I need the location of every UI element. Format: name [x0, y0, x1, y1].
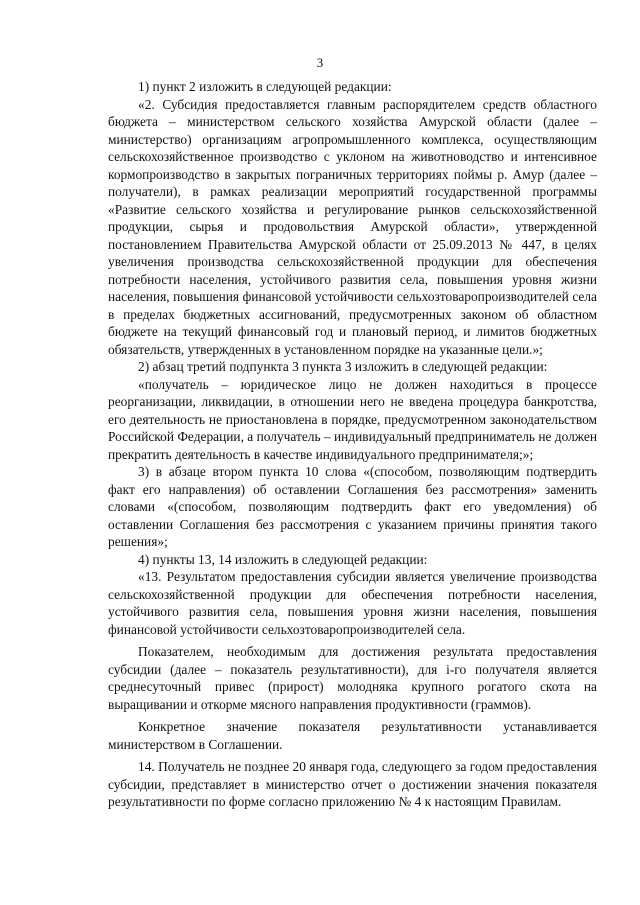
clause-14-text: 14. Получатель не позднее 20 января года, следующего за годом предоставления субсидии, представляет в министерство отчет о достижении значения показателя результативности по форме согласно приложению № 4 к настоящим Правилам. — [108, 759, 597, 809]
amendment-item-2: 2) абзац третий подпункта 3 пункта 3 изложить в следующей редакции: — [138, 359, 548, 374]
performance-indicator-text: Показателем, необходимым для достижения результата предоставления субсидии (далее – показатель результативности), для i-го получателя является среднесуточный привес (прирост) молодняка крупного рогатого скота на выращивании и откорме мясного направления продуктивности (граммов). — [108, 644, 597, 712]
amendment-item-1: 1) пункт 2 изложить в следующей редакции: — [138, 79, 392, 94]
document-body — [108, 78, 597, 811]
recipient-requirement-text: «получатель – юридическое лицо не должен находиться в процессе реорганизации, ликвидации, в отношении него не введена процедура банкротства, его деятельность не приостановлена в порядке, предусмотренном законодательством Российской Федерации, а получатель – индивидуальный предприниматель не должен прекратить деятельность в качестве индивидуального предпринимателя;»; — [108, 376, 597, 462]
clause-2-text: «2. Субсидия предоставляется главным распорядителем средств областного бюджета – министерством сельского хозяйства Амурской области (далее – министерство) организациям агропромышленного комплекса, осуществляющим сельскохозяйственное производство с уклоном на животноводство и интенсивное кормопроизводство в закрытых пограничных территориях поймы р. Амур (далее – получатели), в рамках реализации мероприятий государственной программы «Развитие сельского хозяйства и регулирование рынков сельскохозяйственной продукции, сырья и продовольствия Амурской области», утвержденной постановлением Правительства Амурской области от 25.09.2013 № 447, в целях увеличения производства сельскохозяйственной продукции для обеспечения потребности населения, устойчивого развития села, повышения уровня жизни населения, повышения финансовой устойчивости сельхозтоваропроизводителей села в пределах бюджетных ассигнований, предусмотренных законом об областном бюджете на текущий финансовый год и плановый период, и лимитов бюджетных обязательств, утвержденных в установленном порядке на указанные цели.»; — [108, 96, 597, 357]
page-number: 3 — [316, 55, 324, 70]
indicator-value-text: Конкретное значение показателя результативности устанавливается министерством в Соглашении. — [108, 719, 597, 752]
amendment-item-4: 4) пункты 13, 14 изложить в следующей редакции: — [138, 551, 428, 567]
clause-13-text: «13. Результатом предоставления субсидии является увеличение производства сельскохозяйственной продукции для обеспечения потребности населения, устойчивого развития села, повышения уровня жизни населения, повышения финансовой устойчивости сельхозтоваропроизводителей села. — [108, 569, 597, 637]
amendment-item-3: 3) в абзаце втором пункта 10 слова «(способом, позволяющим подтвердить факт его направления) об оставлении Соглашения без рассмотрения» заменить словами «(способом, позволяющим подтвердить факт его уведомления) об оставлении Соглашения без рассмотрения с указанием причины принятия такого решения»; — [108, 464, 597, 549]
